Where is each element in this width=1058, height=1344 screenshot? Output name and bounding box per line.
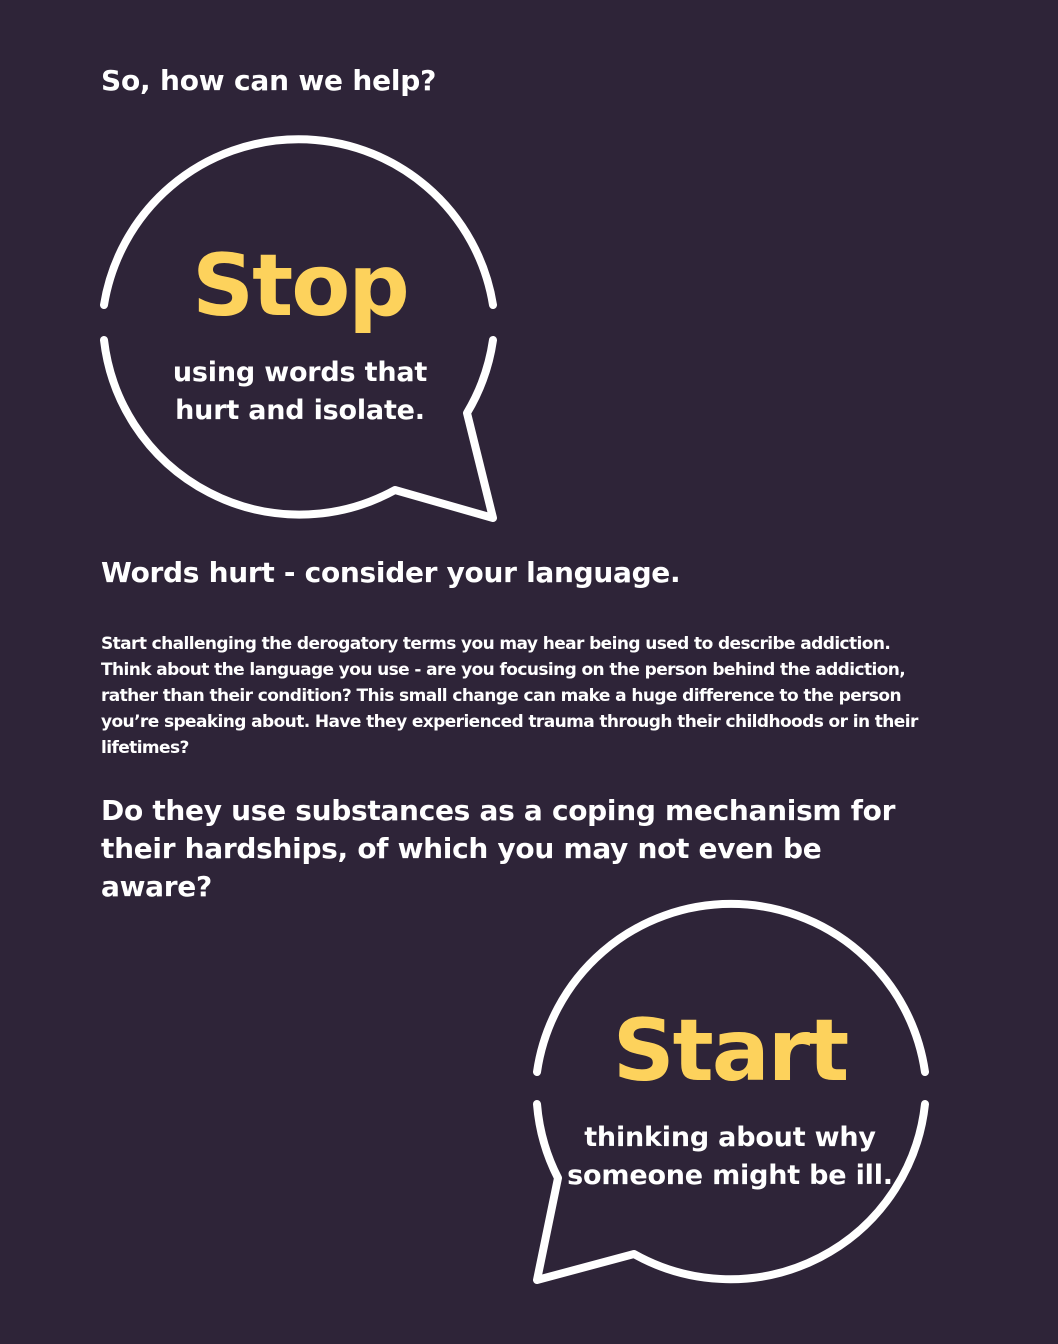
words-heading: Words hurt - consider your language.	[101, 556, 681, 589]
stop-word: Stop	[192, 236, 408, 336]
start-caption: thinking about why someone might be ill.	[567, 1122, 893, 1191]
stop-caption: using words that hurt and isolate.	[172, 357, 428, 426]
start-word: Start	[612, 1001, 848, 1101]
intro-heading: So, how can we help?	[101, 64, 437, 97]
question-text: Do they use substances as a coping mechanism for their hardships, of which you may not even be aware?	[101, 794, 896, 903]
words-body-text: Start challenging the derogatory terms you may hear being used to describe addiction. Think about the language you use - are you focusing on the person behind the addiction, rather than their condition? This small change can make a huge difference to the person you’re speaking about. Have they experienced trauma through their childhoods or in their lifetimes?	[101, 634, 918, 758]
